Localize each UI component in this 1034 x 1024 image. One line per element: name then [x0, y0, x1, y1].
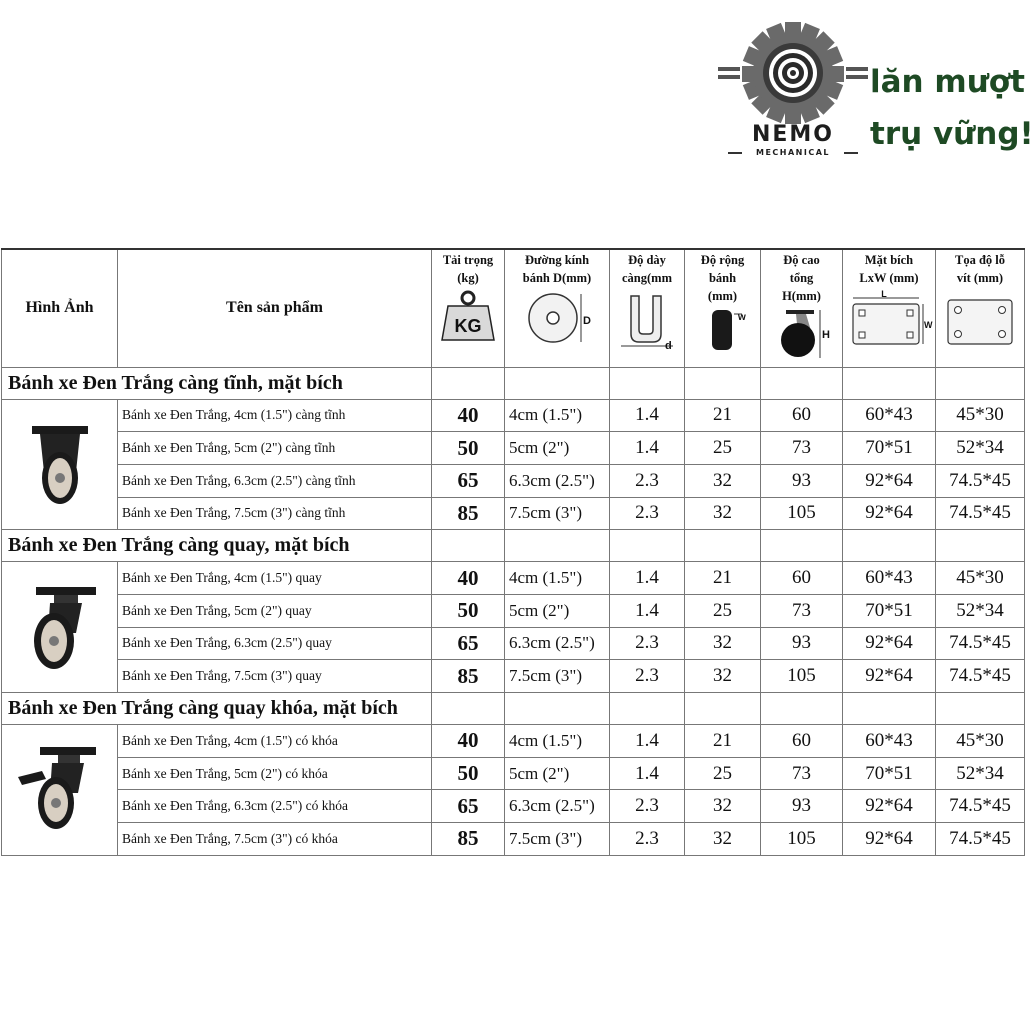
cell-diameter: 4cm (1.5")	[505, 562, 610, 595]
cell-width: 32	[685, 790, 761, 823]
product-name: Bánh xe Đen Trắng, 6.3cm (2.5") quay	[118, 627, 432, 660]
cell-diameter: 5cm (2")	[505, 757, 610, 790]
height-icon-label: H	[821, 329, 830, 341]
cell-plate: 92*64	[843, 464, 936, 497]
product-name: Bánh xe Đen Trắng, 6.3cm (2.5") càng tĩnh	[118, 464, 432, 497]
cell-thickness: 2.3	[610, 823, 685, 856]
product-name: Bánh xe Đen Trắng, 4cm (1.5") có khóa	[118, 725, 432, 758]
cell-plate: 92*64	[843, 497, 936, 530]
empty-cell	[505, 367, 610, 399]
empty-cell	[432, 367, 505, 399]
cell-holes: 45*30	[936, 399, 1025, 432]
header-holes-line2: vít (mm)	[956, 271, 1004, 285]
cell-diameter: 7.5cm (3")	[505, 660, 610, 693]
section-header-row	[2, 693, 1025, 725]
table-row	[2, 627, 1025, 660]
cell-holes: 74.5*45	[936, 823, 1025, 856]
empty-cell	[610, 530, 685, 562]
cell-plate: 92*64	[843, 790, 936, 823]
product-name: Bánh xe Đen Trắng, 7.5cm (3") quay	[118, 660, 432, 693]
header-height-line3: H(mm)	[782, 289, 821, 303]
cell-thickness: 2.3	[610, 497, 685, 530]
weight-icon-label: KG	[454, 316, 482, 336]
cell-height: 73	[761, 594, 843, 627]
cell-thickness: 1.4	[610, 562, 685, 595]
cell-plate: 92*64	[843, 627, 936, 660]
section-title: Bánh xe Đen Trắng càng quay, mặt bích	[2, 530, 432, 562]
empty-cell	[432, 693, 505, 725]
cell-load: 65	[432, 790, 505, 823]
cell-thickness: 2.3	[610, 660, 685, 693]
cell-height: 73	[761, 757, 843, 790]
spec-table	[1, 248, 1025, 856]
cell-height: 105	[761, 823, 843, 856]
table-row	[2, 790, 1025, 823]
header-plate	[843, 249, 936, 367]
cell-width: 25	[685, 757, 761, 790]
table-row	[2, 823, 1025, 856]
table-row	[2, 497, 1025, 530]
empty-cell	[843, 530, 936, 562]
empty-cell	[761, 530, 843, 562]
cell-thickness: 2.3	[610, 790, 685, 823]
cell-diameter: 7.5cm (3")	[505, 497, 610, 530]
cell-height: 105	[761, 660, 843, 693]
cell-load: 40	[432, 725, 505, 758]
table-row	[2, 562, 1025, 595]
cell-holes: 74.5*45	[936, 464, 1025, 497]
table-row	[2, 399, 1025, 432]
cell-width: 32	[685, 464, 761, 497]
plate-icon-l-label: L	[881, 289, 887, 299]
cell-plate: 60*43	[843, 562, 936, 595]
cell-diameter: 6.3cm (2.5")	[505, 464, 610, 497]
empty-cell	[936, 693, 1025, 725]
section-title: Bánh xe Đen Trắng càng tĩnh, mặt bích	[2, 367, 432, 399]
header-plate-line1: Mặt bích	[864, 253, 914, 267]
header-name-label: Tên sản phẩm	[226, 299, 323, 317]
empty-cell	[505, 693, 610, 725]
header-load-line1: Tải trọng	[442, 253, 494, 267]
cell-thickness: 1.4	[610, 725, 685, 758]
empty-cell	[936, 367, 1025, 399]
cell-plate: 70*51	[843, 757, 936, 790]
cell-holes: 45*30	[936, 562, 1025, 595]
cell-width: 25	[685, 594, 761, 627]
cell-plate: 70*51	[843, 432, 936, 465]
table-row	[2, 725, 1025, 758]
cell-plate: 70*51	[843, 594, 936, 627]
header-holes-line1: Tọa độ lỗ	[954, 253, 1005, 267]
plate-icon-w-label: W	[924, 320, 933, 330]
table-row	[2, 757, 1025, 790]
cell-width: 32	[685, 823, 761, 856]
cell-height: 93	[761, 464, 843, 497]
cell-width: 32	[685, 497, 761, 530]
cell-load: 65	[432, 464, 505, 497]
cell-thickness: 1.4	[610, 432, 685, 465]
empty-cell	[610, 693, 685, 725]
product-image	[2, 399, 118, 530]
section-header-row	[2, 367, 1025, 399]
empty-cell	[610, 367, 685, 399]
header-diameter-line1: Đường kính	[524, 253, 590, 267]
empty-cell	[936, 530, 1025, 562]
cell-thickness: 2.3	[610, 627, 685, 660]
cell-load: 85	[432, 497, 505, 530]
fork-thickness-icon	[617, 290, 677, 350]
cell-load: 85	[432, 660, 505, 693]
mounting-plate-icon	[847, 290, 931, 348]
product-name: Bánh xe Đen Trắng, 6.3cm (2.5") có khóa	[118, 790, 432, 823]
header-name	[118, 249, 432, 367]
empty-cell	[843, 693, 936, 725]
caster-height-icon	[772, 308, 832, 360]
empty-cell	[843, 367, 936, 399]
cell-width: 21	[685, 562, 761, 595]
section-title: Bánh xe Đen Trắng càng quay khóa, mặt bích	[2, 693, 432, 725]
empty-cell	[685, 367, 761, 399]
header-diameter	[505, 249, 610, 367]
cell-thickness: 1.4	[610, 757, 685, 790]
wheel-width-icon	[698, 308, 748, 352]
product-image	[2, 725, 118, 856]
header-image	[2, 249, 118, 367]
header-plate-line2: LxW (mm)	[859, 271, 919, 285]
empty-cell	[432, 530, 505, 562]
cell-load: 50	[432, 432, 505, 465]
logo-subtitle: MECHANICAL	[755, 148, 830, 157]
cell-diameter: 5cm (2")	[505, 594, 610, 627]
brand-header	[718, 22, 1034, 172]
cell-thickness: 1.4	[610, 594, 685, 627]
header-row	[2, 249, 1025, 367]
slogan-line-2: trụ vững!	[870, 116, 1034, 152]
cell-holes: 74.5*45	[936, 627, 1025, 660]
cell-plate: 92*64	[843, 660, 936, 693]
header-thickness-line1: Độ dày	[628, 253, 666, 267]
width-icon-label: w	[737, 312, 746, 323]
cell-height: 73	[761, 432, 843, 465]
product-name: Bánh xe Đen Trắng, 7.5cm (3") có khóa	[118, 823, 432, 856]
swivel-caster-icon	[10, 575, 110, 675]
cell-width: 32	[685, 660, 761, 693]
cell-load: 40	[432, 399, 505, 432]
cell-thickness: 1.4	[610, 399, 685, 432]
cell-width: 21	[685, 725, 761, 758]
cell-height: 60	[761, 562, 843, 595]
cell-load: 50	[432, 594, 505, 627]
cell-holes: 74.5*45	[936, 660, 1025, 693]
empty-cell	[505, 530, 610, 562]
cell-holes: 52*34	[936, 432, 1025, 465]
cell-holes: 74.5*45	[936, 497, 1025, 530]
cell-height: 60	[761, 725, 843, 758]
spec-body	[2, 367, 1025, 855]
cell-height: 105	[761, 497, 843, 530]
thickness-icon-label: d	[665, 340, 672, 352]
cell-load: 40	[432, 562, 505, 595]
locking-caster-icon	[10, 737, 110, 837]
table-row	[2, 464, 1025, 497]
cell-plate: 60*43	[843, 725, 936, 758]
product-name: Bánh xe Đen Trắng, 5cm (2") có khóa	[118, 757, 432, 790]
header-height	[761, 249, 843, 367]
empty-cell	[761, 693, 843, 725]
cell-diameter: 6.3cm (2.5")	[505, 790, 610, 823]
header-thickness	[610, 249, 685, 367]
empty-cell	[761, 367, 843, 399]
cell-thickness: 2.3	[610, 464, 685, 497]
cell-height: 60	[761, 399, 843, 432]
cell-diameter: 7.5cm (3")	[505, 823, 610, 856]
product-image	[2, 562, 118, 693]
cell-load: 50	[432, 757, 505, 790]
cell-holes: 52*34	[936, 757, 1025, 790]
cell-load: 85	[432, 823, 505, 856]
table-row	[2, 660, 1025, 693]
cell-width: 21	[685, 399, 761, 432]
cell-height: 93	[761, 790, 843, 823]
cell-diameter: 6.3cm (2.5")	[505, 627, 610, 660]
cell-width: 32	[685, 627, 761, 660]
fixed-caster-icon	[10, 412, 110, 512]
product-name: Bánh xe Đen Trắng, 5cm (2") quay	[118, 594, 432, 627]
cell-height: 93	[761, 627, 843, 660]
diameter-icon-label: D	[583, 315, 591, 327]
table-row	[2, 594, 1025, 627]
logo-name: NEMO	[751, 122, 835, 147]
header-thickness-line2: càng(mm	[622, 271, 672, 285]
cell-width: 25	[685, 432, 761, 465]
cell-diameter: 4cm (1.5")	[505, 725, 610, 758]
nemo-gear-logo	[718, 22, 868, 162]
product-name: Bánh xe Đen Trắng, 5cm (2") càng tĩnh	[118, 432, 432, 465]
product-name: Bánh xe Đen Trắng, 4cm (1.5") càng tĩnh	[118, 399, 432, 432]
header-load-line2: (kg)	[457, 271, 479, 285]
header-width-line2: bánh	[708, 271, 737, 285]
header-holes	[936, 249, 1025, 367]
header-height-line2: tổng	[789, 271, 814, 285]
cell-plate: 60*43	[843, 399, 936, 432]
cell-plate: 92*64	[843, 823, 936, 856]
cell-diameter: 4cm (1.5")	[505, 399, 610, 432]
header-width-line3: (mm)	[707, 289, 738, 303]
cell-diameter: 5cm (2")	[505, 432, 610, 465]
section-header-row	[2, 530, 1025, 562]
cell-load: 65	[432, 627, 505, 660]
header-image-label: Hình Ảnh	[25, 299, 94, 317]
screw-holes-icon	[942, 290, 1018, 348]
cell-holes: 45*30	[936, 725, 1025, 758]
product-name: Bánh xe Đen Trắng, 4cm (1.5") quay	[118, 562, 432, 595]
slogan-line-1: lăn mượt	[870, 64, 1025, 100]
empty-cell	[685, 693, 761, 725]
empty-cell	[685, 530, 761, 562]
cell-holes: 52*34	[936, 594, 1025, 627]
slogan	[870, 56, 1034, 160]
cell-holes: 74.5*45	[936, 790, 1025, 823]
header-load	[432, 249, 505, 367]
table-row	[2, 432, 1025, 465]
header-width-line1: Độ rộng	[700, 253, 745, 267]
header-height-line1: Độ cao	[783, 253, 820, 267]
product-name: Bánh xe Đen Trắng, 7.5cm (3") càng tĩnh	[118, 497, 432, 530]
header-diameter-line2: bánh D(mm)	[522, 271, 592, 285]
weight-kg-icon	[440, 290, 496, 342]
header-width	[685, 249, 761, 367]
wheel-diameter-icon	[525, 290, 589, 346]
